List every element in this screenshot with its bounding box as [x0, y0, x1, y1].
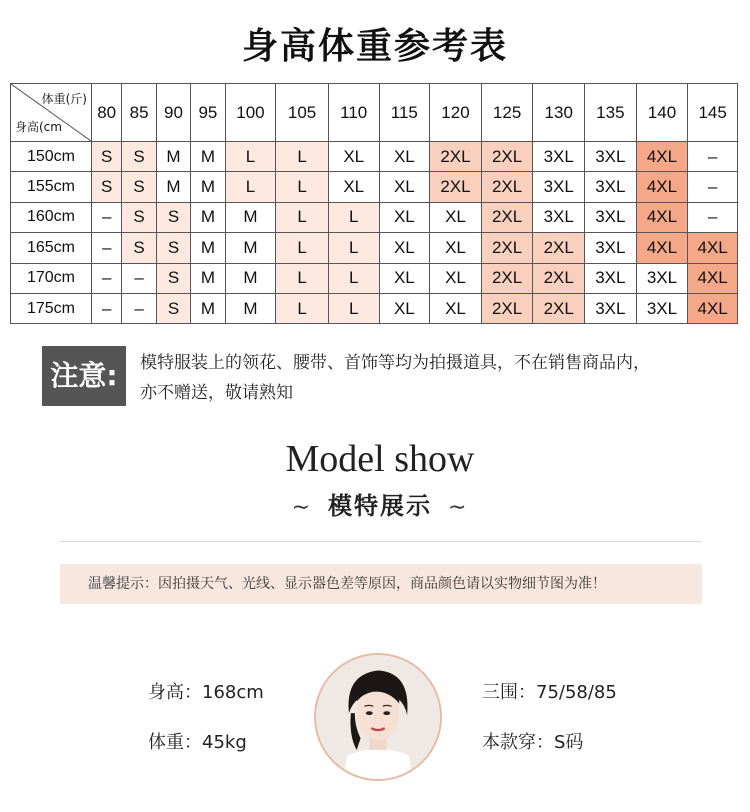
size-cell: 2XL: [481, 233, 533, 263]
corner-height-label: 身高(cm: [15, 120, 62, 134]
size-cell: L: [276, 293, 329, 323]
size-cell: L: [328, 202, 379, 232]
size-cell: 3XL: [585, 172, 637, 202]
size-cell: S: [122, 233, 156, 263]
size-cell: S: [122, 172, 156, 202]
size-cell: XL: [328, 142, 379, 172]
table-row: [11, 293, 738, 323]
table-corner-cell: [11, 84, 92, 142]
weight-header-cell: 85: [122, 84, 156, 142]
size-cell: 4XL: [688, 233, 738, 263]
notice-label: 注意:: [42, 346, 126, 406]
size-cell: S: [156, 233, 190, 263]
size-cell: XL: [430, 293, 482, 323]
table-row: [11, 142, 738, 172]
size-cell: –: [122, 263, 156, 293]
size-cell: 2XL: [481, 293, 533, 323]
size-cell: L: [225, 172, 276, 202]
size-cell: S: [122, 142, 156, 172]
weight-header-cell: 95: [191, 84, 225, 142]
size-cell: M: [191, 233, 225, 263]
size-cell: 4XL: [636, 142, 688, 172]
height-header-cell: 150cm: [11, 142, 92, 172]
size-cell: M: [225, 293, 276, 323]
size-cell: –: [92, 233, 122, 263]
size-cell: S: [92, 172, 122, 202]
size-cell: 4XL: [688, 293, 738, 323]
size-cell: M: [156, 172, 190, 202]
notice-line-2: 亦不赠送，敬请熟知: [140, 383, 293, 403]
size-cell: 2XL: [481, 263, 533, 293]
weight-header-cell: 125: [481, 84, 533, 142]
size-cell: 4XL: [636, 172, 688, 202]
size-cell: XL: [379, 293, 430, 323]
size-cell: XL: [379, 202, 430, 232]
model-show-title-cn: [0, 486, 750, 521]
size-cell: 2XL: [533, 293, 585, 323]
size-cell: S: [156, 263, 190, 293]
weight-header-cell: 145: [688, 84, 738, 142]
size-cell: XL: [328, 172, 379, 202]
weight-header-cell: 120: [430, 84, 482, 142]
model-show-title-cn-text: 模特展示: [328, 492, 432, 520]
weight-header-cell: 100: [225, 84, 276, 142]
tilde-left-icon: ∼: [291, 495, 312, 520]
table-header-row: [11, 84, 738, 142]
table-row: [11, 172, 738, 202]
size-cell: M: [191, 202, 225, 232]
model-show-title-en: Model show: [285, 438, 475, 480]
size-cell: 3XL: [585, 293, 637, 323]
model-size-worn: 本款穿：S码: [482, 732, 584, 753]
size-cell: XL: [430, 263, 482, 293]
weight-header-cell: 130: [533, 84, 585, 142]
model-measurements: 三围：75/58/85: [482, 682, 617, 703]
model-height: 身高：168cm: [148, 682, 264, 703]
table-row: [11, 233, 738, 263]
size-cell: L: [328, 233, 379, 263]
size-cell: S: [156, 202, 190, 232]
size-cell: 3XL: [585, 202, 637, 232]
size-cell: S: [92, 142, 122, 172]
size-cell: M: [225, 233, 276, 263]
weight-header-cell: 110: [328, 84, 379, 142]
weight-header-cell: 105: [276, 84, 329, 142]
section-divider: [60, 541, 702, 542]
size-cell: 3XL: [533, 172, 585, 202]
size-cell: M: [225, 263, 276, 293]
weight-header-cell: 90: [156, 84, 190, 142]
size-cell: M: [191, 293, 225, 323]
size-cell: 3XL: [533, 202, 585, 232]
size-cell: –: [92, 202, 122, 232]
size-cell: L: [225, 142, 276, 172]
size-cell: –: [122, 293, 156, 323]
height-header-cell: 155cm: [11, 172, 92, 202]
table-row: [11, 202, 738, 232]
size-cell: –: [688, 142, 738, 172]
size-cell: –: [92, 263, 122, 293]
page-title: 身高体重参考表: [241, 26, 508, 67]
size-cell: XL: [430, 233, 482, 263]
size-cell: 2XL: [481, 172, 533, 202]
weight-header-cell: 115: [379, 84, 430, 142]
size-cell: –: [688, 202, 738, 232]
size-cell: XL: [430, 202, 482, 232]
size-cell: XL: [379, 172, 430, 202]
size-cell: 2XL: [481, 142, 533, 172]
size-cell: S: [122, 202, 156, 232]
size-cell: M: [191, 142, 225, 172]
corner-weight-label: 体重(斤): [41, 92, 87, 106]
size-cell: L: [276, 263, 329, 293]
height-header-cell: 170cm: [11, 263, 92, 293]
size-cell: XL: [379, 142, 430, 172]
size-cell: 3XL: [585, 142, 637, 172]
size-cell: 4XL: [688, 263, 738, 293]
size-cell: M: [191, 263, 225, 293]
size-cell: L: [276, 233, 329, 263]
weight-header-cell: 135: [585, 84, 637, 142]
height-header-cell: 160cm: [11, 202, 92, 232]
size-cell: 2XL: [533, 233, 585, 263]
weight-header-cell: 80: [92, 84, 122, 142]
notice-line-1: 模特服装上的领花、腰带、首饰等均为拍摄道具，不在销售商品内，: [140, 353, 650, 373]
size-cell: 4XL: [636, 202, 688, 232]
size-cell: S: [156, 293, 190, 323]
size-cell: L: [328, 293, 379, 323]
size-cell: M: [191, 172, 225, 202]
size-cell: 4XL: [636, 233, 688, 263]
tilde-right-icon: ∼: [448, 495, 469, 520]
model-avatar: [314, 653, 442, 781]
size-cell: XL: [379, 263, 430, 293]
size-cell: 2XL: [430, 172, 482, 202]
size-cell: 3XL: [585, 233, 637, 263]
size-cell: L: [276, 142, 329, 172]
size-cell: XL: [379, 233, 430, 263]
height-header-cell: 175cm: [11, 293, 92, 323]
height-header-cell: 165cm: [11, 233, 92, 263]
size-cell: L: [276, 202, 329, 232]
notice-text: [140, 348, 740, 408]
table-row: [11, 263, 738, 293]
size-cell: L: [328, 263, 379, 293]
size-cell: L: [276, 172, 329, 202]
size-chart-table: [10, 83, 738, 324]
size-cell: 2XL: [533, 263, 585, 293]
size-cell: M: [156, 142, 190, 172]
size-cell: –: [92, 293, 122, 323]
weight-header-cell: 140: [636, 84, 688, 142]
size-cell: 3XL: [585, 263, 637, 293]
size-cell: –: [688, 172, 738, 202]
size-cell: 3XL: [533, 142, 585, 172]
size-cell: 3XL: [636, 263, 688, 293]
size-cell: 2XL: [481, 202, 533, 232]
color-tip-banner: 温馨提示：因拍摄天气、光线、显示器色差等原因，商品颜色请以实物细节图为准！: [60, 564, 702, 604]
size-cell: 2XL: [430, 142, 482, 172]
model-portrait-icon: [316, 655, 440, 779]
size-cell: M: [225, 202, 276, 232]
size-cell: 3XL: [636, 293, 688, 323]
model-weight: 体重：45kg: [148, 732, 247, 753]
